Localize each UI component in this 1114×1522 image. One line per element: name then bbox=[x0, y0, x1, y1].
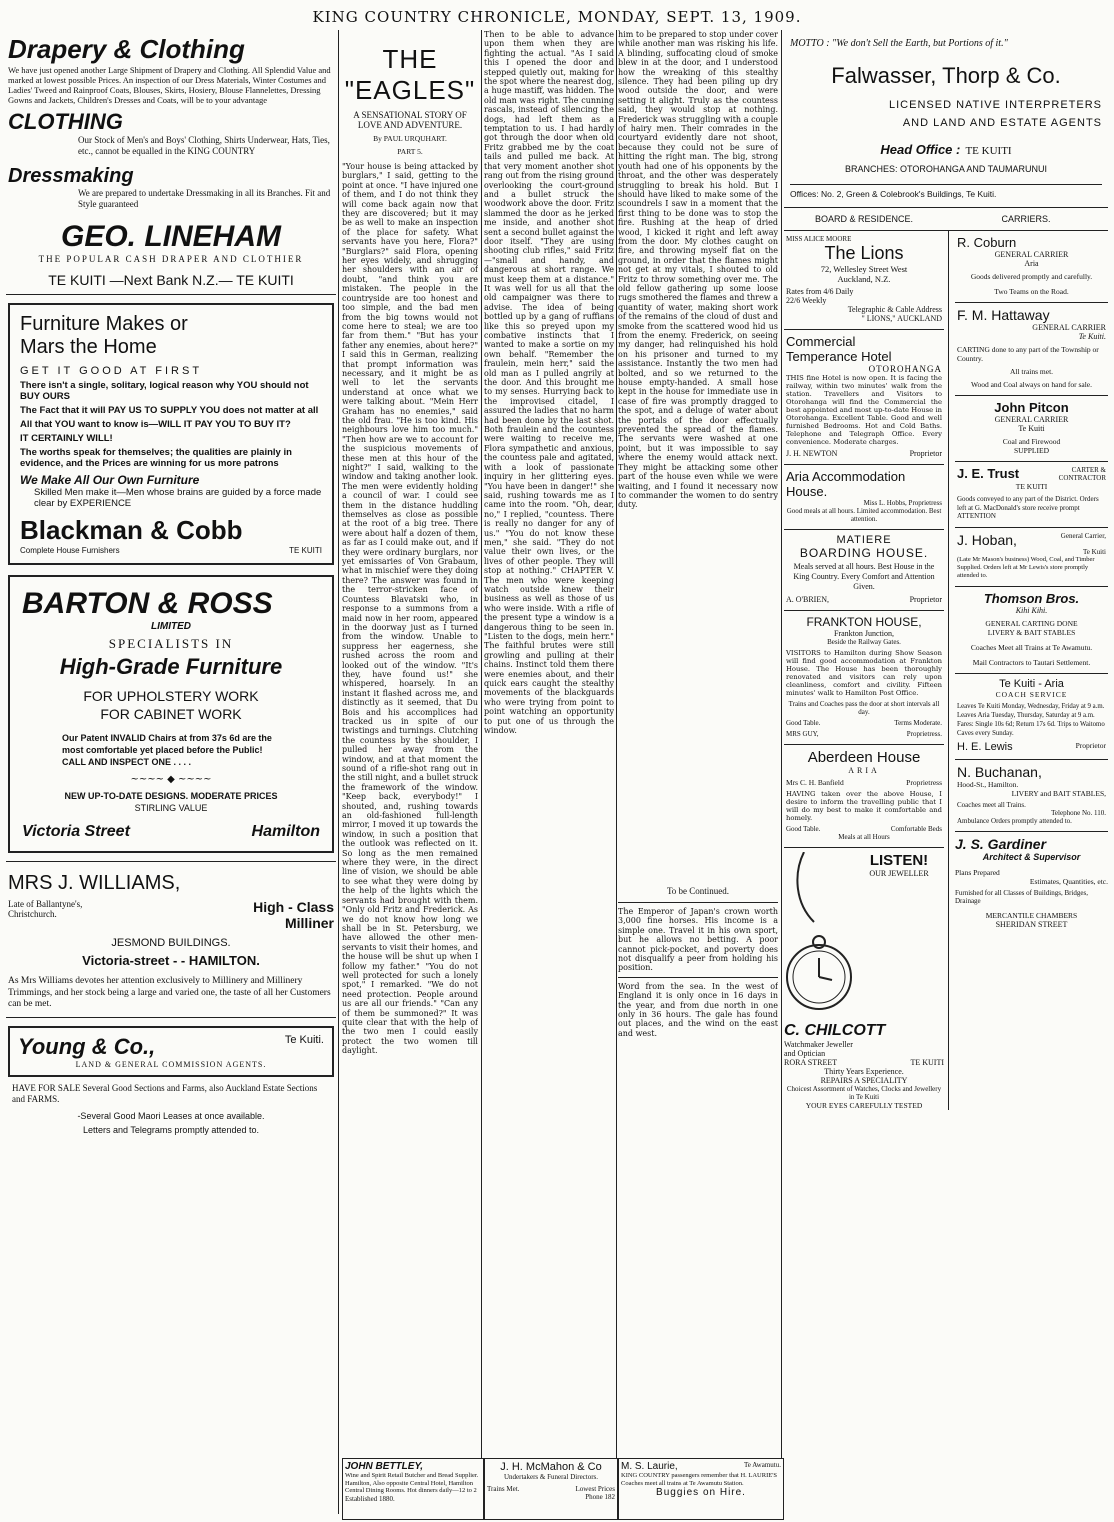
young-letters: Letters and Telegrams promptly attended to. bbox=[83, 1124, 259, 1135]
gardiner-text: Furnished for all Classes of Buildings, Bridges, Drainage bbox=[955, 888, 1088, 905]
young-leases: -Several Good Maori Leases at once available. bbox=[77, 1110, 265, 1121]
hattaway-wood: Wood and Coal always on hand for sale. bbox=[970, 380, 1093, 389]
laurie-text: KING COUNTRY passengers remember that H. LAURIE'S Coaches meet all trains at Te Awamutu Station. bbox=[621, 1472, 777, 1487]
furniture-p3: All that YOU want to know is—WILL IT PAY YOU TO BUY IT? bbox=[20, 419, 291, 430]
frankton-terms: Terms Moderate. bbox=[894, 719, 942, 727]
frankton-table: Good Table. bbox=[786, 719, 821, 727]
barton-cabinet: FOR CABINET WORK bbox=[100, 706, 242, 722]
young-sub: LAND & GENERAL COMMISSION AGENTS. bbox=[75, 1059, 267, 1069]
mcmahon-trains: Trains Met. bbox=[487, 1485, 520, 1493]
drapery-text: We have just opened another Large Shipment of Drapery and Clothing. All Splendid Value and marked at lowest possible Prices. An inspection of our Dress Materials, Winter Costumes and Ladies' Tweed and Rainproof Coats, Blouses, Skirts, Hosiery, Blouse Flannelettes, Dressing Gowns and Jackets, Children's Dresses and Coats, will be to your advantage bbox=[8, 65, 331, 105]
blackman-name: Blackman & Cobb bbox=[20, 515, 243, 545]
coach-sub: COACH SERVICE bbox=[995, 689, 1068, 699]
pitcon-supplied: SUPPLIED bbox=[1013, 446, 1049, 455]
hattaway-town: Te Kuiti. bbox=[1078, 332, 1106, 341]
story-subtitle: A SENSATIONAL STORY OF LOVE AND ADVENTURE. bbox=[353, 110, 467, 130]
furniture-title-1: Furniture Makes or bbox=[20, 313, 188, 335]
coach-role: Proprietor bbox=[1075, 740, 1106, 750]
frankton-name: FRANKTON HOUSE, bbox=[806, 615, 922, 629]
aberdeen-beds: Comfortable Beds bbox=[890, 825, 942, 833]
frankton-text: VISITORS to Hamilton during Show Season will find good accommodation at Frankton House. The House has been thoroughly renovated and visitors can rely upon cleanliness, comfort and civility. Fifteen minutes' walk to Hamilton Post Office. bbox=[786, 649, 942, 697]
frankton-owner: MRS GUY, bbox=[786, 730, 819, 738]
frankton-role: Proprietress. bbox=[906, 730, 942, 738]
pitcon-town: Te Kuiti bbox=[1018, 424, 1045, 433]
matiere-name: MATIERE bbox=[836, 534, 892, 546]
commercial-l1: Commercial bbox=[786, 334, 856, 349]
hattaway-role: GENERAL CARRIER bbox=[1032, 323, 1106, 332]
offices: Offices: No. 2, Green & Colebrook's Buildings, Te Kuiti. bbox=[790, 189, 997, 199]
matiere-text: Meals served at all hours. Best House in the King Country. Every Comfort and Attention Given. bbox=[793, 562, 935, 591]
matiere-owner: A. O'BRIEN, bbox=[786, 595, 829, 604]
mcmahon-ad bbox=[484, 1458, 618, 1520]
williams-name: MRS J. WILLIAMS, bbox=[8, 872, 181, 894]
gardiner-street: MERCANTILE CHAMBERS bbox=[985, 910, 1078, 920]
aberdeen-role: Proprietress bbox=[906, 778, 942, 787]
head-office-value: TE KUITI bbox=[965, 145, 1012, 157]
thomson-text: GENERAL CARTING DONE bbox=[985, 618, 1078, 628]
lions-tele2: " LIONS," AUCKLAND bbox=[861, 314, 942, 323]
barton-spec: SPECIALISTS IN bbox=[108, 636, 234, 651]
falwasser-ad bbox=[784, 30, 1108, 208]
thomson-coaches: Coaches Meet all Trains at Te Awamutu. bbox=[970, 642, 1093, 652]
chilcott-repairs: REPAIRS A SPECIALITY bbox=[820, 1076, 908, 1085]
column-2 bbox=[342, 30, 478, 1514]
column-3 bbox=[484, 30, 614, 1514]
chilcott-text: Choicest Assortment of Watches, Clocks and Jewellery in Te Kuiti bbox=[786, 1085, 942, 1101]
pitcon-name: John Pitcon bbox=[994, 400, 1069, 415]
commercial-ad bbox=[784, 330, 944, 465]
aria-l1: Aria Accommodation bbox=[786, 469, 906, 484]
gardiner-name: J. S. Gardiner bbox=[955, 835, 1047, 852]
story-continued: To be Continued. bbox=[666, 886, 730, 896]
coburn-text: Goods delivered promptly and carefully. bbox=[970, 272, 1093, 281]
branches: BRANCHES: OTOROHANGA AND TAUMARUNUI bbox=[844, 164, 1048, 174]
lions-addr2: Auckland, N.Z. bbox=[837, 274, 891, 284]
lions-addr1: 72, Wellesley Street West bbox=[820, 264, 908, 274]
laurie-buggies: Buggies on Hire. bbox=[656, 1487, 746, 1498]
laurie-town: Te Awamutu. bbox=[744, 1461, 781, 1469]
lions-rates2: 22/6 Weekly bbox=[786, 296, 827, 305]
buchanan-text: Ambulance Orders promptly attended to. bbox=[957, 816, 1072, 825]
gardiner-plans: Plans Prepared bbox=[955, 867, 1000, 877]
commercial-town: OTOROHANGA bbox=[868, 364, 942, 374]
column-5 bbox=[784, 30, 1108, 1514]
aria-owner: Miss L. Hobbs, Proprietress bbox=[863, 499, 942, 507]
commercial-owner: J. H. NEWTON bbox=[786, 449, 838, 458]
barton-ross-ad: BARTON & ROSS LIMITED SPECIALISTS IN High-Grade Furniture FOR UPHOLSTERY WORK FOR CABINET WORK Our Patent INVALID Chairs at from 37s 6d are the most comfortable yet placed before the Public! CALL AND INSPECT ONE . . . . ~~~~ ◆ ~~~~ NEW UP-TO-DATE DESIGNS. MODERATE PRICES STIRLING VALUE Victoria Street Hamilton bbox=[8, 575, 334, 853]
thomson-name: Thomson Bros. bbox=[983, 590, 1080, 606]
aberdeen-meals: Meals at all Hours bbox=[838, 833, 890, 841]
gardiner-street2: SHERIDAN STREET bbox=[995, 919, 1068, 929]
frankton-ad bbox=[784, 611, 944, 745]
motto: MOTTO : "We don't Sell the Earth, but Portions of it." bbox=[790, 38, 1008, 49]
hoban-role: General Carrier, bbox=[1060, 531, 1106, 540]
story-body: "Your house is being attacked by burglars," I said, getting to the point at once. "I have injured one of them, and I do not think they will come back again now that they are discovered; but it may be as well to make an inspection of the place for safety. What servants have you here, Flora?" "Burglars?" said Flora, opening her eyes widely, and shrugging her shoulders with an air of doubt, "and think you are mistaken. The people in the countryside are too honest and too simple, and the bad men from the big towns would not come here to steal; we are too far from them." "But has your father any enemies, about here?" I said this in German, realizing that prompt information was necessary, and it might be as well to let the servants understand at once what we were talking about. "Mein Herr Graham has no enemies," said the old frau. "He is too kind. His neighbours love him too much." "Then how are we to account for the suspicious movements of these men at this hour of the night?" I said, walking to the window and taking another look. The men were evidently holding a council of war. I could see them in the distance huddling themselves as close as possible at the root of a big tree. There were about half a dozen of them, as far as I could make out, and if they were ordinary burglars, nor yet emissaries of Von Grabaum, what in mischief were they doing there? The answer was found in the terror-stricken face of Countess Blavatski who, in response to a summons from a maid now in her room, appeared in the doorway just as I turned from the window. Unable to suppress her eagerness, she rushed across the room and looked out of the window. "It's they, have found us!" she whispered, hoarsely. In an instant it flashed across me, and distinctly as it seemed, that Du Bois and his accomplices had tracked us in spite of our twistings and turnings. Clutching the countess by the shoulder, I pulled her away from the window, and at that moment the sound of a rifle-shot rang out in the still night, and a bullet struck the framework of the window. "Keep back, everybody!" I shouted, and, rushing towards an old-fashioned full-length mirror, I moved it up towards the window, in such a position that the outlook was reflected on it. So long as the men remained where they were, in the direct line of vision, we should be able to see what they were doing by the help of the lights which the servants had brought with them. "Only old Fritz and Frederick. As we do not know how long we shall be in St. Petersburg, we have allowed the other men-servants to visit their homes, and the house will be shut up when I follow my father." "You do not well protected for such a lonely spot," I remarked. "We do not need protection. People around us are all our friends." "Can any of them be summoned?" It was quite clear that with the help of the two men I could easily protect the two women till daylight. bbox=[342, 162, 478, 1056]
hoban-name: J. Hoban, bbox=[957, 531, 1017, 548]
furniture-p1: There isn't a single, solitary, logical reason why YOU should not BUY OURS bbox=[20, 380, 309, 402]
lineham-name: GEO. LINEHAM bbox=[60, 220, 281, 253]
column-4 bbox=[618, 30, 778, 1514]
barton-patent: Our Patent INVALID Chairs at from 37s 6d are the most comfortable yet placed before the Public! CALL AND INSPECT ONE . . . . bbox=[62, 733, 272, 767]
chilcott-eyes: YOUR EYES CAREFULLY TESTED bbox=[805, 1101, 923, 1110]
furniture-p2: The Fact that it will PAY US TO SUPPLY YOU does not matter at all bbox=[20, 405, 319, 416]
thomson-town: Kihi Kihi. bbox=[1015, 605, 1048, 615]
story-body-cont: Then to be able to advance upon them when they are fighting the actual. "As I said this I opened the door and stepped quietly out, making for the spot where the nearest dog, a huge mastiff, was hidden. The old man was right. The cunning rascals, instead of silencing the dogs, had left them as a temptation to us. I had hardly got through the door when old Fritz grabbed me by the coat tails and pulled me back. At that very moment another shot rang out from the rising ground overlooking the court-ground and a bullet struck the woodwork above the door. Fritz slammed the door as he jerked me inside, and another shot sent a second bullet against the door itself. "They are using shooting club rifles," said Fritz—"small and handy, and dangerous at short range. We must keep them at a distance." It was well for us all that the old campaigner was there to advise. The idea of being bottled up by a gang of ruffians like this so preyed upon my combative instincts that I wanted to make a sortie on my own behalf. "Remember the fraulein, mein herr," said the old man as I pulled angrily at the door. And this brought me to my senses. Hurrying back to the improvised citadel, I assured the ladies that no harm had been done by the last shot. Both fraulein and the countess were waiting to receive me, Flora sympathetic and anxious, the countess pale and agitated, with a look of passionate inquiry in her glittering eyes. "You have been in danger!" she said, rushing towards me as I came into the room. "Oh, dear, no," I replied, "countess. There is really no danger for any of us." "You do not know these men," she said. "They do not value their own lives, or the lives of other people. They will stop at nothing." CHAPTER V. The men who were keeping watch outside knew their business as well as those of us who were inside. With a rifle of the present type a window is a dangerous thing to be seen in. "Listen to the dogs, mein herr." The faithful brutes were still growling and pulling at their chains. Instinct told them there were enemies about, and their quick ears caught the stealthy movements of the blackguards who were trying from point to point watching an opportunity to put one of us through the window. bbox=[484, 30, 614, 736]
column-rule bbox=[616, 30, 617, 1514]
furniture-p4: IT CERTAINLY WILL! bbox=[20, 433, 113, 444]
lineham-tagline: THE POPULAR CASH DRAPER AND CLOTHIER bbox=[38, 254, 304, 264]
hattaway-trains: All trains met. bbox=[1009, 367, 1054, 376]
williams-bldg: JESMOND BUILDINGS. bbox=[111, 937, 231, 949]
carriers-head: CARRIERS. bbox=[1001, 214, 1051, 224]
story-title: THE "EAGLES" bbox=[344, 44, 476, 105]
furniture-title-2: Mars the Home bbox=[20, 336, 157, 358]
story-body-end: him to be prepared to stop under cover while another man was risking his life. A blinding, suffocating cloud of smoke blew in at the door, and I understood how the wreaking of this stealthy silence. They had been piling up dry wood outside the door, and were setting it alight. Truly as the countess said, they would stop at nothing. Frederick was struggling with a couple of hairy men. Their comrades in the courtyard evidently dare not shoot, because they could not be sure of hitting the right man. The big, strong youth had one of his opponents by the throat, and the other was desperately struggling to break his hold. But I should have liked to make some of the scoundrels I saw in a moment that the first thing to be done was to stop the fire. Rushing at the heap of dried wood, I kicked it right and left away from the door. My clothes caught on fire, and throwing myself flat on the ground, in order that the flames might not get at my vitals, I shouted to old Fritz to throw something over me. The old fellow gathering up some loose rugs smothered the flames and threw a quantity of water, making short work of the remains of the cloud of dust and smoke from the scattered wood hid us from the enemy. Frederick, on seeing my danger, had relinquished his hold on his prisoner and turned to my assistance. Instantly the two men had bolted, and so we returned to the house empty-handed. A small hose kept in the house for immediate use in case of fire was promptly dragged to the spot, and a deluge of water about the portals of the door effectually prevented the spread of the flames. The servants were washed at one point, but it was impossible to say where the enemy would attack next. They might be attacking some other part of the house even while we were waiting, and I found it necessary now to commander the women to do sentry duty. bbox=[618, 30, 778, 510]
commercial-text: THIS fine Hotel is now open. It is facing the railway, within two minutes' walk from the station. Travellers and Visitors to Otorohanga will find the Commercial the best appointed and most up-to-date House in Otorohanga. Excellent Table. Good and well furnished Bedrooms. Hot and Cold Baths. Telephone and Telegraph Office. Every convenience. Moderate charges. bbox=[786, 374, 942, 446]
lineham-address: TE KUITI —Next Bank N.Z.— TE KUITI bbox=[48, 272, 294, 288]
coburn-ad bbox=[955, 231, 1108, 303]
column-rule bbox=[338, 30, 339, 1514]
drapery-title: Drapery & Clothing bbox=[8, 34, 245, 64]
furniture-sub: GET IT GOOD AT FIRST bbox=[20, 365, 203, 377]
lions-rates: Rates from 4/6 Daily bbox=[786, 287, 854, 296]
clothing-text: Our Stock of Men's and Boys' Clothing, Shirts Underwear, Hats, Ties, etc., cannot be equalled in the KING COUNTRY bbox=[78, 135, 330, 156]
chilcott-name: C. CHILCOTT bbox=[784, 1022, 886, 1039]
hoban-town: Te Kuiti bbox=[1082, 547, 1106, 556]
trust-town: TE KUITI bbox=[1015, 482, 1048, 491]
thomson-livery: LIVERY & BAIT STABLES bbox=[987, 627, 1076, 637]
filler-1: The Emperor of Japan's crown worth 3,000 fine horses. His income is a simple one. Travel it in his own sport, but he allows no betting. A poor cannot pick-pocket, and poverty does not disqualify a peer from holding his position. bbox=[618, 907, 778, 973]
frankton-trains: Trains and Coaches pass the door at short intervals all day. bbox=[788, 700, 940, 716]
bettley-name: JOHN BETTLEY, bbox=[345, 1461, 423, 1472]
gardiner-est: Estimates, Quantities, etc. bbox=[1029, 876, 1108, 886]
clothing-title: CLOTHING bbox=[8, 109, 123, 134]
matiere-l2: BOARDING HOUSE. bbox=[799, 546, 929, 560]
frankton-sub: Frankton Junction, bbox=[834, 629, 894, 638]
chilcott-role2: and Optician bbox=[784, 1049, 826, 1058]
story-author: By PAUL URQUHART. bbox=[373, 134, 447, 143]
listen-sub: OUR JEWELLER bbox=[869, 869, 929, 878]
bettley-ad bbox=[342, 1458, 484, 1520]
aria-text: Good meals at all hours. Limited accommodation. Best attention. bbox=[786, 507, 942, 523]
hattaway-text: CARTING done to any part of the Township or Country. bbox=[957, 345, 1099, 363]
barton-designs: NEW UP-TO-DATE DESIGNS. MODERATE PRICES bbox=[64, 791, 278, 801]
thomson-mail: Mail Contractors to Tautari Settlement. bbox=[972, 657, 1091, 667]
falwasser-l2: AND LAND AND ESTATE AGENTS bbox=[902, 117, 1102, 129]
trust-text: Goods conveyed to any part of the District. Orders left at G. MacDonald's store receive prompt ATTENTION bbox=[957, 495, 1099, 520]
column-rule bbox=[481, 30, 482, 1514]
mcmahon-prices: Lowest Prices bbox=[575, 1485, 615, 1493]
laurie-name: M. S. Laurie, bbox=[621, 1461, 678, 1472]
coburn-name: R. Coburn bbox=[957, 235, 1017, 250]
column-1 bbox=[6, 30, 336, 1514]
coburn-teams: Two Teams on the Road. bbox=[994, 287, 1069, 296]
chilcott-street: RORA STREET bbox=[784, 1058, 838, 1067]
buchanan-name: N. Buchanan, bbox=[957, 763, 1042, 780]
young-name: Young & Co., bbox=[18, 1033, 156, 1059]
aria-l2: House. bbox=[786, 484, 828, 499]
hattaway-ad bbox=[955, 303, 1108, 396]
young-co-ad bbox=[8, 1026, 334, 1077]
aberdeen-ad bbox=[784, 745, 944, 848]
masthead: KING COUNTRY CHRONICLE, MONDAY, SEPT. 13, 1909. bbox=[312, 8, 802, 26]
williams-street: Victoria-street - - HAMILTON. bbox=[82, 953, 260, 968]
hoban-text: (Late Mr Mason's business) Wood, Coal, and Timber Supplied. Orders left at Mr Lewis's store promptly attended to. bbox=[957, 555, 1095, 579]
aberdeen-owner: Mrs C. H. Banfield bbox=[786, 778, 844, 787]
buchanan-town: Hood-St., Hamilton. bbox=[957, 779, 1019, 789]
barton-limited: LIMITED bbox=[151, 621, 191, 632]
falwasser-name: Falwasser, Thorp & Co. bbox=[831, 63, 1061, 88]
furniture-slogan: We Make All Our Own Furniture bbox=[20, 473, 200, 487]
chilcott-ad bbox=[784, 848, 944, 1110]
pitcon-ad bbox=[955, 396, 1108, 462]
column-rule bbox=[781, 30, 782, 1514]
mcmahon-text: Undertakers & Funeral Directors. bbox=[503, 1473, 599, 1481]
williams-late: Late of Ballantyne's, Christchurch. bbox=[8, 899, 83, 919]
commercial-role: Proprietor bbox=[909, 449, 942, 458]
gardiner-role: Architect & Supervisor bbox=[982, 851, 1081, 862]
barton-name: BARTON & ROSS bbox=[22, 587, 273, 620]
pitcon-text: Coal and Firewood bbox=[1002, 437, 1061, 446]
gardiner-ad bbox=[955, 832, 1108, 929]
barton-town: Hamilton bbox=[251, 823, 320, 840]
buchanan-livery: LIVERY and BAIT STABLES, bbox=[1011, 788, 1106, 798]
chilcott-town: TE KUITI bbox=[910, 1058, 944, 1067]
young-town: Te Kuiti. bbox=[284, 1033, 324, 1046]
coach-title: Te Kuiti - Aria bbox=[999, 677, 1064, 690]
story-part: PART 5. bbox=[397, 147, 423, 156]
listen-title: LISTEN! bbox=[869, 852, 929, 869]
frankton-sub2: Beside the Railway Gates. bbox=[827, 638, 901, 646]
blackman-foot-left: Complete House Furnishers bbox=[20, 546, 120, 555]
commercial-l2: Temperance Hotel bbox=[786, 349, 892, 364]
barton-highgrade: High-Grade Furniture bbox=[59, 654, 283, 679]
matiere-ad bbox=[784, 530, 944, 611]
pitcon-role: GENERAL CARRIER bbox=[994, 415, 1069, 424]
chilcott-role: Watchmaker Jeweller bbox=[784, 1040, 853, 1049]
buchanan-coaches: Coaches meet all Trains. bbox=[957, 800, 1026, 809]
buchanan-ad bbox=[955, 760, 1108, 832]
barton-street: Victoria Street bbox=[22, 823, 130, 840]
coburn-role: GENERAL CARRIER bbox=[994, 250, 1069, 259]
lions-tele: Telegraphic & Cable Address bbox=[847, 305, 942, 314]
lions-owner: MISS ALICE MOORE bbox=[786, 235, 852, 243]
lions-ad bbox=[784, 231, 944, 330]
barton-upholstery: FOR UPHOLSTERY WORK bbox=[83, 688, 259, 704]
hoban-ad bbox=[955, 528, 1108, 587]
barton-sterling: STIRLING VALUE bbox=[134, 803, 208, 813]
board-residence-head: BOARD & RESIDENCE. bbox=[814, 214, 914, 224]
aberdeen-good: Good Table. bbox=[786, 825, 821, 833]
aberdeen-town: ARIA bbox=[848, 766, 880, 775]
furniture-p6: Skilled Men make it—Men whose brains are guided by a force made clear by EXPERIENCE bbox=[34, 487, 322, 509]
buchanan-phone: Telephone No. 110. bbox=[1051, 808, 1106, 817]
laurie-ad bbox=[618, 1458, 784, 1520]
chilcott-exp: Thirty Years Experience. bbox=[824, 1067, 904, 1076]
matiere-role: Proprietor bbox=[909, 595, 942, 604]
pocket-watch-icon bbox=[784, 852, 854, 1022]
coburn-town: Aria bbox=[1024, 259, 1039, 268]
aberdeen-name: Aberdeen House bbox=[807, 749, 921, 766]
blackman-cobb-ad bbox=[8, 303, 334, 565]
young-text: HAVE FOR SALE Several Good Sections and Farms, also Auckland Estate Sections and FARMS. bbox=[12, 1082, 318, 1104]
williams-ad bbox=[6, 861, 336, 1018]
dressmaking-text: We are prepared to undertake Dressmaking in all its Branches. Fit and Style guaranteed bbox=[78, 188, 331, 209]
head-office-label: Head Office : bbox=[880, 142, 961, 157]
filler-2: Word from the sea. In the west of England it is only once in 16 days in the year, and from due north in one only in 36 hours. The gale has found out places, and the wind on the east and west. bbox=[618, 981, 778, 1038]
hattaway-name: F. M. Hattaway bbox=[957, 307, 1050, 323]
williams-milliner: Milliner bbox=[284, 915, 334, 931]
falwasser-l1: LICENSED NATIVE INTERPRETERS bbox=[889, 99, 1102, 111]
williams-highclass: High - Class bbox=[253, 899, 334, 915]
coach-owner: H. E. Lewis bbox=[957, 740, 1013, 753]
lineham-ad bbox=[6, 30, 336, 295]
thomson-ad bbox=[955, 587, 1108, 674]
bettley-est: Established 1880. bbox=[345, 1494, 395, 1503]
williams-text: As Mrs Williams devotes her attention exclusively to Millinery and Millinery Trimmings, and her stock being a large and varied one, the taste of all her Customers can be met. bbox=[8, 976, 331, 1009]
furniture-p5: The worths speak for themselves; the qualities are plainly in evidence, and the Prices are winning for us more patrons bbox=[20, 447, 292, 469]
trust-name: J. E. Trust bbox=[957, 466, 1020, 481]
dressmaking-title: Dressmaking bbox=[8, 165, 134, 187]
coach-service-ad bbox=[955, 674, 1108, 760]
lions-name: The Lions bbox=[824, 243, 904, 263]
aberdeen-text: HAVING taken over the above House, I desire to inform the travelling public that I will do my best to make it comfortable and homely. bbox=[786, 790, 942, 822]
coach-text: Leaves Te Kuiti Monday, Wednesday, Friday at 9 a.m. Leaves Aria Tuesday, Thursday, Saturday at 9 a.m. Fares: Single 10s 6d; Return 17s 6d. Trips to Waitomo Caves every Sunday. bbox=[957, 702, 1105, 737]
mcmahon-name: J. H. McMahon & Co bbox=[500, 1461, 602, 1473]
mcmahon-phone: Phone 182 bbox=[585, 1493, 615, 1501]
trust-ad bbox=[955, 462, 1108, 528]
bettley-text: Wine and Spirit Retail Butcher and Bread Supplier. Hamilton, Also opposite Central Hotel, Hamilton Central Dining Rooms. Hot dinners daily—12 to 2 bbox=[345, 1472, 479, 1494]
blackman-foot-right: TE KUITI bbox=[289, 546, 322, 555]
aria-accommodation-ad bbox=[784, 465, 944, 530]
trust-role: CARTER & CONTRACTOR bbox=[1058, 466, 1106, 482]
